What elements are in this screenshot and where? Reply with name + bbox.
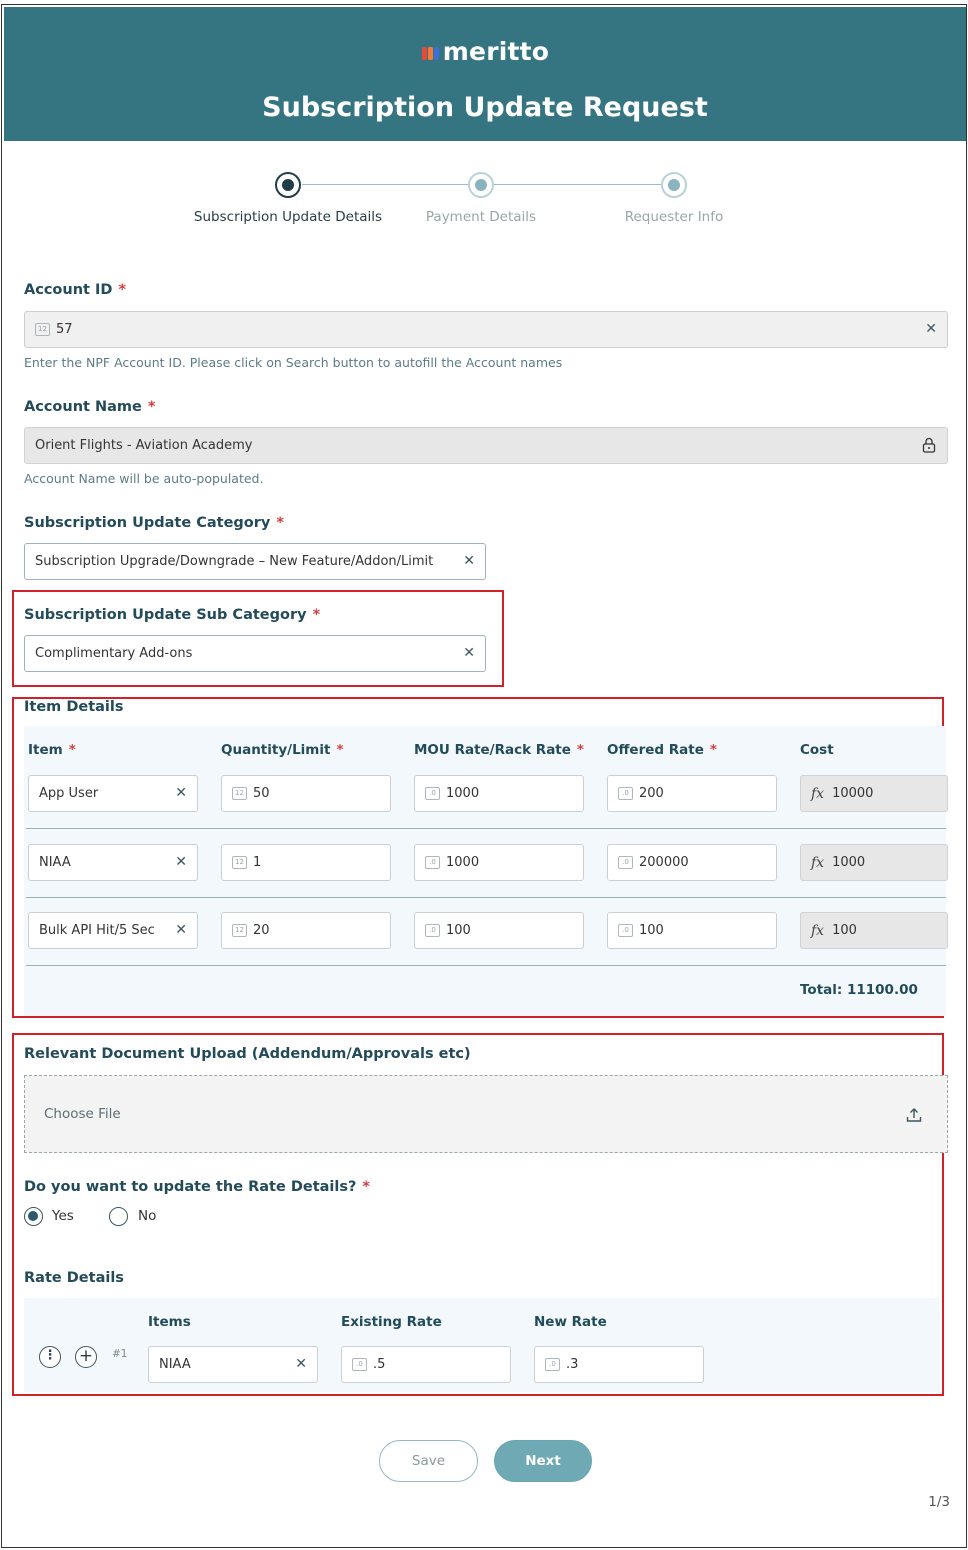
progress-stepper [180, 170, 780, 250]
decimal-icon: .0 [352, 1358, 367, 1371]
step-1-label[interactable]: Subscription Update Details [193, 209, 383, 225]
documents-title: Relevant Document Upload (Addendum/Approvals etc) [24, 1046, 471, 1062]
decimal-icon: .0 [425, 856, 440, 869]
clear-icon[interactable]: ✕ [463, 553, 475, 569]
lock-icon [922, 437, 936, 453]
save-button[interactable]: Save [379, 1440, 478, 1482]
account-id-value: 57 [56, 322, 73, 337]
decimal-icon: .0 [425, 924, 440, 937]
brand-name: meritto [442, 37, 550, 66]
upload-icon[interactable] [905, 1106, 923, 1124]
col-head-offered-rate: Offered Rate * [607, 742, 717, 758]
row-divider [26, 897, 946, 898]
cost-field: fx 1000 [800, 844, 948, 881]
clear-icon[interactable]: ✕ [175, 922, 187, 938]
quantity-input[interactable]: 12 1 [221, 844, 391, 881]
category-value: Subscription Upgrade/Downgrade – New Feature/Addon/Limit [35, 554, 434, 569]
clear-icon[interactable]: ✕ [295, 1356, 307, 1372]
radio-yes[interactable] [24, 1207, 43, 1226]
item-select[interactable]: App User ✕ [28, 775, 198, 812]
col-head-mou-rate: MOU Rate/Rack Rate * [414, 742, 584, 758]
decimal-icon: .0 [618, 924, 633, 937]
clear-icon[interactable]: ✕ [463, 645, 475, 661]
rate-question-label: Do you want to update the Rate Details? * [24, 1179, 370, 1195]
step-connector [302, 184, 468, 185]
clear-icon[interactable]: ✕ [925, 321, 937, 337]
item-details-title: Item Details [24, 699, 124, 715]
step-3-label[interactable]: Requester Info [624, 209, 724, 225]
decimal-icon: .0 [618, 856, 633, 869]
offered-rate-input[interactable]: .0 200000 [607, 844, 777, 881]
account-name-input[interactable] [24, 427, 948, 464]
brand-mark-icon [421, 44, 441, 62]
page-indicator: 1/3 [928, 1494, 950, 1510]
item-select[interactable]: Bulk API Hit/5 Sec ✕ [28, 912, 198, 949]
next-button[interactable]: Next [494, 1440, 592, 1482]
item-select[interactable]: NIAA ✕ [28, 844, 198, 881]
step-2-dot[interactable] [468, 172, 494, 198]
row-divider [26, 828, 946, 829]
col-head-cost: Cost [800, 742, 834, 758]
choose-file-label[interactable]: Choose File [44, 1106, 121, 1122]
mou-rate-input[interactable]: .0 1000 [414, 844, 584, 881]
cost-field: fx 100 [800, 912, 948, 949]
account-id-label: Account ID * [24, 282, 127, 298]
category-select[interactable] [24, 543, 486, 580]
rate-item-select[interactable]: NIAA ✕ [148, 1346, 318, 1383]
page-header [4, 7, 966, 141]
account-name-hint: Account Name will be auto-populated. [24, 471, 264, 486]
offered-rate-input[interactable]: .0 100 [607, 912, 777, 949]
new-rate-input[interactable]: .0 .3 [534, 1346, 704, 1383]
radio-no[interactable] [109, 1207, 128, 1226]
row-index: #1 [112, 1348, 128, 1360]
account-name-value: Orient Flights - Aviation Academy [35, 438, 253, 453]
existing-rate-input[interactable]: .0 .5 [341, 1346, 511, 1383]
sub-category-value: Complimentary Add-ons [35, 646, 193, 661]
number-icon: 12 [232, 924, 247, 937]
decimal-icon: .0 [425, 787, 440, 800]
decimal-icon: .0 [545, 1358, 560, 1371]
step-1-dot[interactable] [275, 172, 301, 198]
col-head-items: Items [148, 1314, 191, 1330]
formula-icon: fx [811, 922, 825, 939]
items-total: Total: 11100.00 [800, 982, 918, 998]
clear-icon[interactable]: ✕ [175, 785, 187, 801]
decimal-icon: .0 [618, 787, 633, 800]
file-upload-dropzone[interactable] [24, 1075, 948, 1153]
radio-no-label[interactable]: No [138, 1208, 157, 1224]
category-label: Subscription Update Category * [24, 515, 284, 531]
add-row-icon[interactable]: + [75, 1346, 97, 1368]
number-icon: 12 [232, 787, 247, 800]
col-head-item: Item * [28, 742, 76, 758]
number-icon: 12 [35, 323, 50, 336]
row-menu-icon[interactable]: ⋮ [39, 1346, 61, 1368]
formula-icon: fx [811, 854, 825, 871]
quantity-input[interactable]: 12 50 [221, 775, 391, 812]
col-head-quantity: Quantity/Limit * [221, 742, 344, 758]
offered-rate-input[interactable]: .0 200 [607, 775, 777, 812]
row-divider [26, 965, 946, 966]
radio-yes-label[interactable]: Yes [52, 1208, 74, 1224]
sub-category-label: Subscription Update Sub Category * [24, 607, 321, 623]
mou-rate-input[interactable]: .0 1000 [414, 775, 584, 812]
step-3-dot[interactable] [661, 172, 687, 198]
col-head-new-rate: New Rate [534, 1314, 607, 1330]
account-id-hint: Enter the NPF Account ID. Please click on Search button to autofill the Account names [24, 355, 563, 370]
account-name-label: Account Name * [24, 399, 156, 415]
page-title: Subscription Update Request [262, 92, 708, 123]
account-id-input[interactable] [24, 311, 948, 348]
step-connector [494, 184, 662, 185]
col-head-existing-rate: Existing Rate [341, 1314, 442, 1330]
brand-logo [4, 37, 966, 66]
formula-icon: fx [811, 785, 825, 802]
sub-category-select[interactable] [24, 635, 486, 672]
clear-icon[interactable]: ✕ [175, 854, 187, 870]
number-icon: 12 [232, 856, 247, 869]
quantity-input[interactable]: 12 20 [221, 912, 391, 949]
cost-field: fx 10000 [800, 775, 948, 812]
step-2-label[interactable]: Payment Details [425, 209, 537, 225]
rate-details-title: Rate Details [24, 1270, 124, 1286]
mou-rate-input[interactable]: .0 100 [414, 912, 584, 949]
